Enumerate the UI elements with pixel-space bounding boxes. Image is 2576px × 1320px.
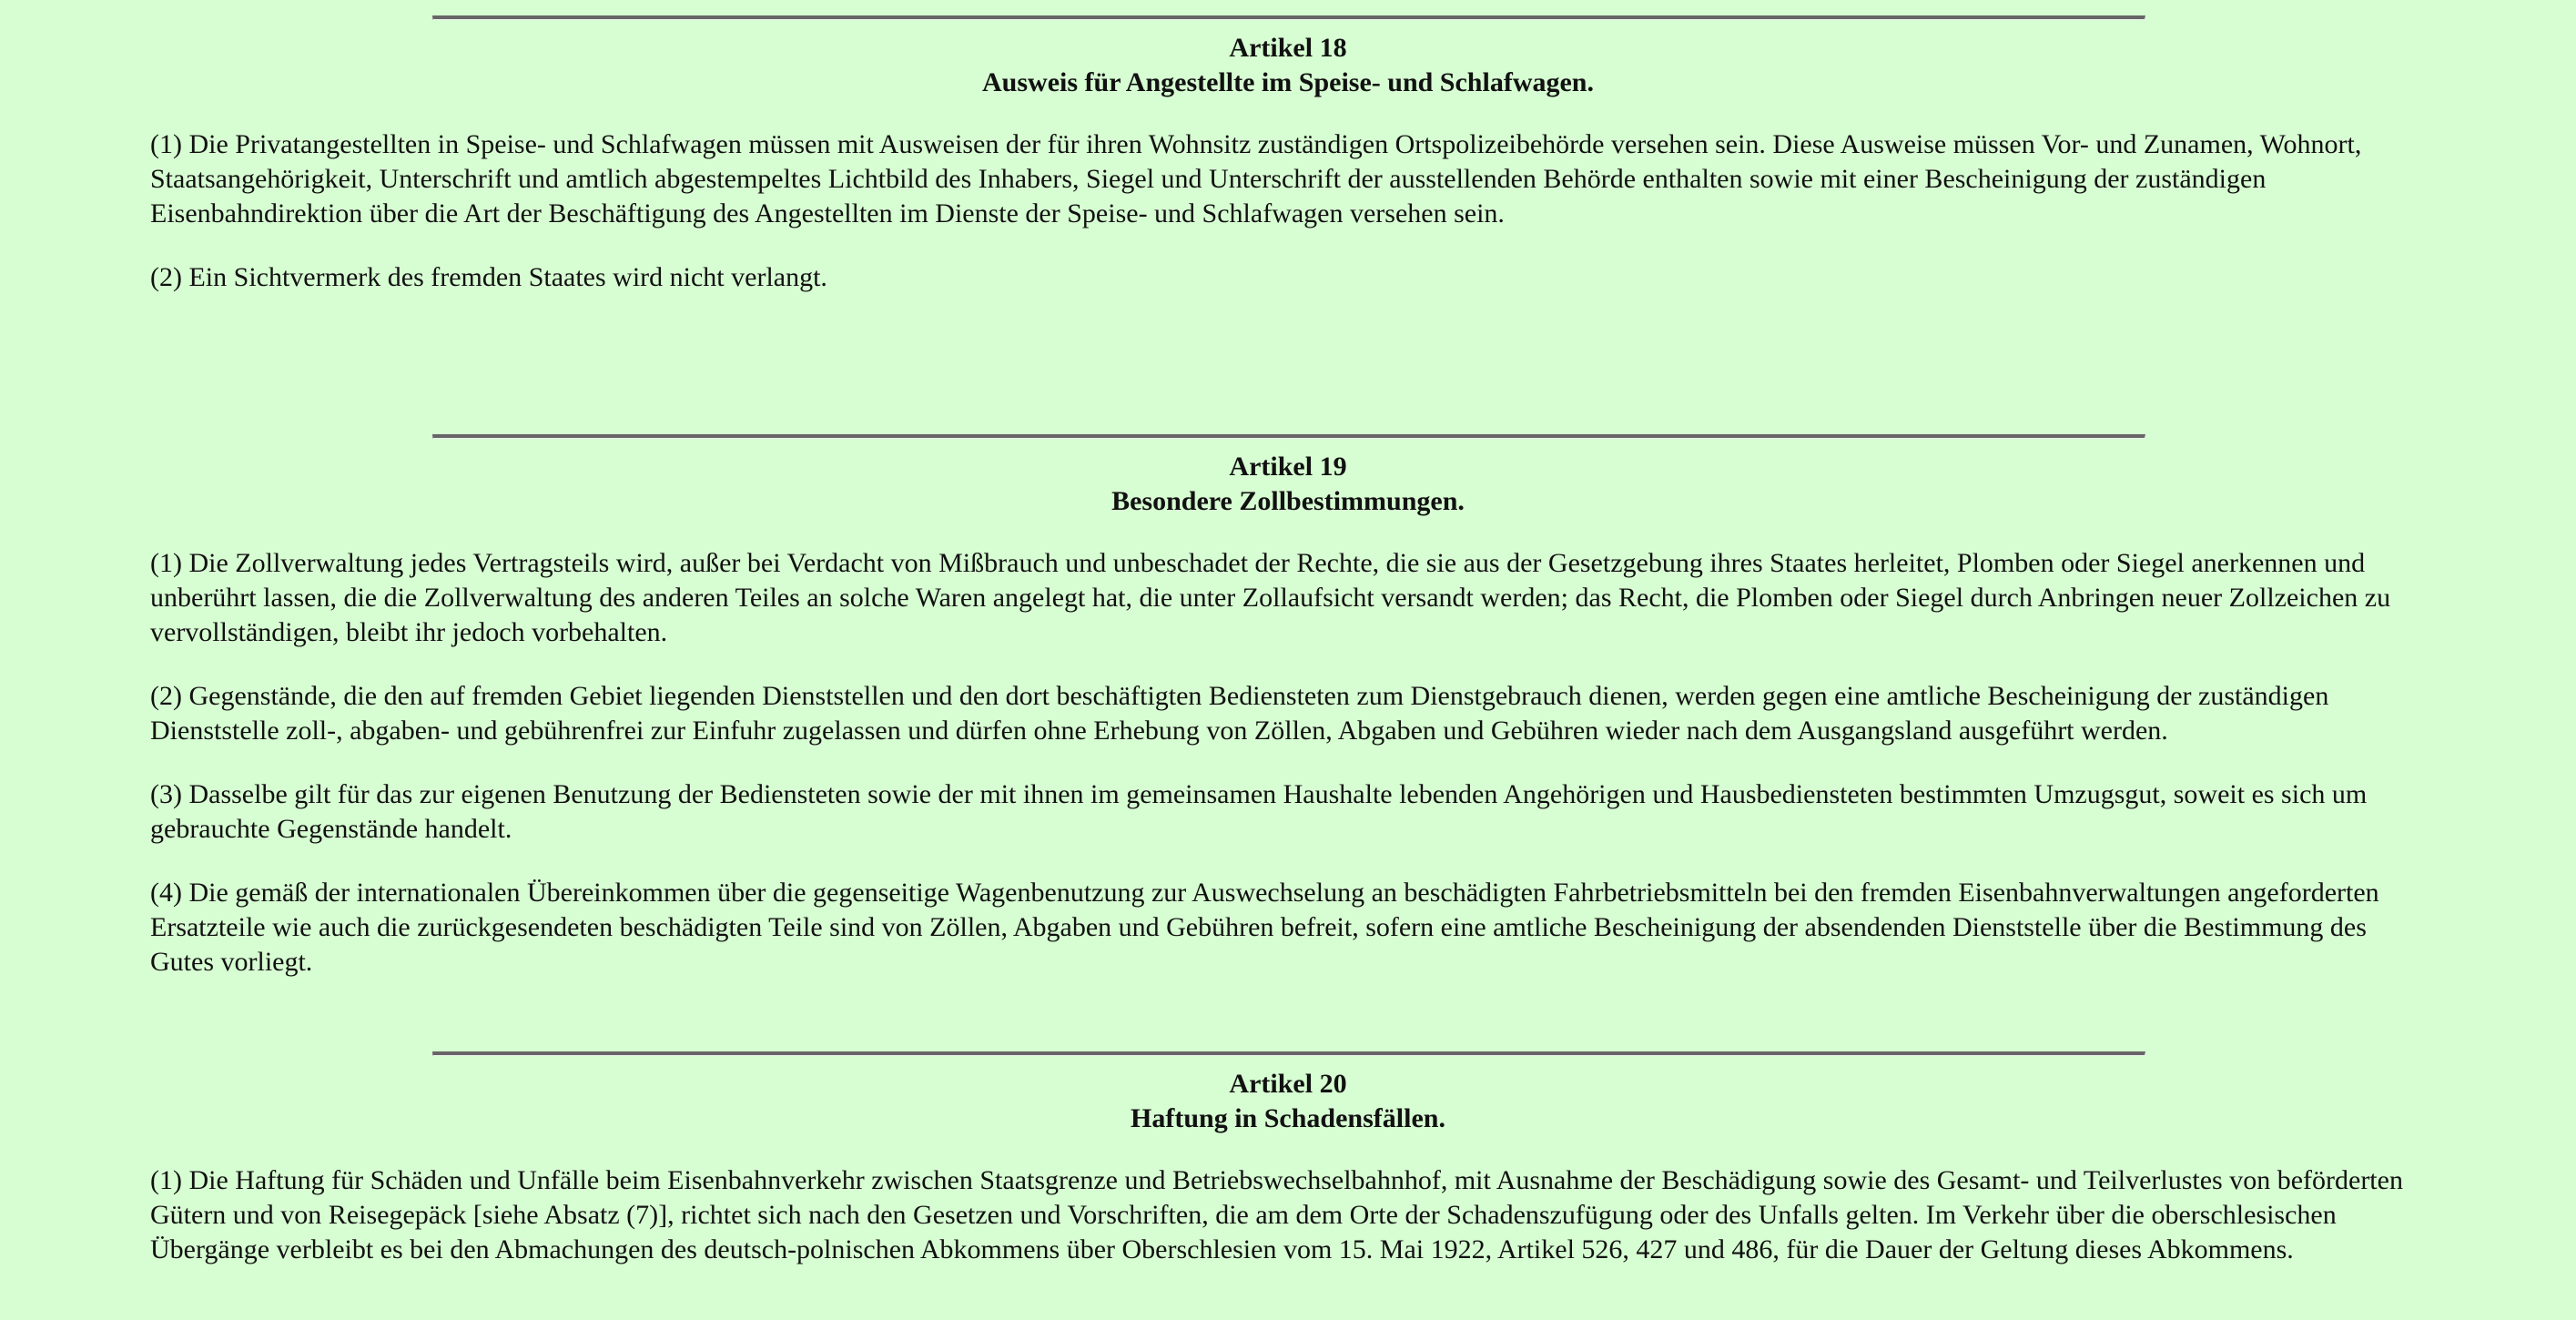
paragraph: (3) Dasselbe gilt für das zur eigenen Benutzung der Bediensteten sowie der mit ihnen im gemeinsamen Haushalte lebenden Angehörigen und Hausbediensteten bestimmten Umzugsgut, soweit es sich um gebrauchte Gegenstände handelt. xyxy=(150,779,2368,844)
article-number: Artikel 20 xyxy=(1229,1069,1347,1099)
article-19 xyxy=(150,450,2426,980)
article-number: Artikel 18 xyxy=(1229,33,1347,63)
paragraph: (2) Ein Sichtvermerk des fremden Staates wird nicht verlangt. xyxy=(150,262,827,292)
article-20 xyxy=(150,1067,2426,1267)
article-title: Ausweis für Angestellte im Speise- und Schlafwagen. xyxy=(982,67,1594,97)
article-number: Artikel 19 xyxy=(1229,452,1347,482)
paragraph: (2) Gegenstände, die den auf fremden Gebiet liegenden Dienststellen und den dort beschäftigten Bediensteten zum Dienstgebrauch dienen, werden gegen eine amtliche Bescheinigung der zuständigen Dienststelle zoll-, abgaben- und gebührenfrei zur Einfuhr zugelassen und dürfen ohne Erhebung von Zöllen, Abgaben und Gebühren wieder nach dem Ausgangsland ausgeführt werden. xyxy=(150,681,2329,746)
paragraph: (1) Die Zollverwaltung jedes Vertragsteils wird, außer bei Verdacht von Mißbrauch und unbeschadet der Rechte, die sie aus der Gesetzgebung ihres Staates herleitet, Plomben oder Siegel anerkennen und unberührt lassen, die die Zollverwaltung des anderen Teiles an solche Waren angelegt hat, die unter Zollaufsicht versandt werden; das Recht, die Plomben oder Siegel durch Anbringen neuer Zollzeichen zu vervollständigen, bleibt ihr jedoch vorbehalten. xyxy=(150,548,2391,647)
article-18 xyxy=(150,31,2426,295)
article-title: Besondere Zollbestimmungen. xyxy=(1111,486,1465,516)
separator-rule xyxy=(432,15,2145,20)
paragraph: (4) Die gemäß der internationalen Übereinkommen über die gegenseitige Wagenbenutzung zur Auswechselung an beschädigten Fahrbetriebsmitteln bei den fremden Eisenbahnverwaltungen angeforderten Ersatzteile wie auch die zurückgesendeten beschädigten Teile sind von Zöllen, Abgaben und Gebühren befreit, sofern eine amtliche Bescheinigung der absendenden Dienststelle über die Bestimmung des Gutes vorliegt. xyxy=(150,878,2379,977)
separator-rule xyxy=(432,434,2145,439)
separator-rule xyxy=(432,1051,2145,1056)
paragraph: (1) Die Privatangestellten in Speise- und Schlafwagen müssen mit Ausweisen der für ihren Wohnsitz zuständigen Ortspolizeibehörde versehen sein. Diese Ausweise müssen Vor- und Zunamen, Wohnort, Staatsangehörigkeit, Unterschrift und amtlich abgestempeltes Lichtbild des Inhabers, Siegel und Unterschrift der ausstellenden Behörde enthalten sowie mit einer Bescheinigung der zuständigen Eisenbahndirektion über die Art der Beschäftigung des Angestellten im Dienste der Speise- und Schlafwagen versehen sein. xyxy=(150,129,2362,228)
article-title: Haftung in Schadensfällen. xyxy=(1131,1103,1445,1133)
paragraph: (1) Die Haftung für Schäden und Unfälle beim Eisenbahnverkehr zwischen Staatsgrenze und Betriebswechselbahnhof, mit Ausnahme der Beschädigung sowie des Gesamt- und Teilverlustes von beförderten Gütern und von Reisegepäck [siehe Absatz (7)], richtet sich nach den Gesetzen und Vorschriften, die am dem Orte der Schadenszufügung oder des Unfalls gelten. Im Verkehr über die oberschlesischen Übergänge verbleibt es bei den Abmachungen des deutsch-polnischen Abkommens über Oberschlesien vom 15. Mai 1922, Artikel 526, 427 und 486, für die Dauer der Geltung dieses Abkommens. xyxy=(150,1165,2403,1264)
